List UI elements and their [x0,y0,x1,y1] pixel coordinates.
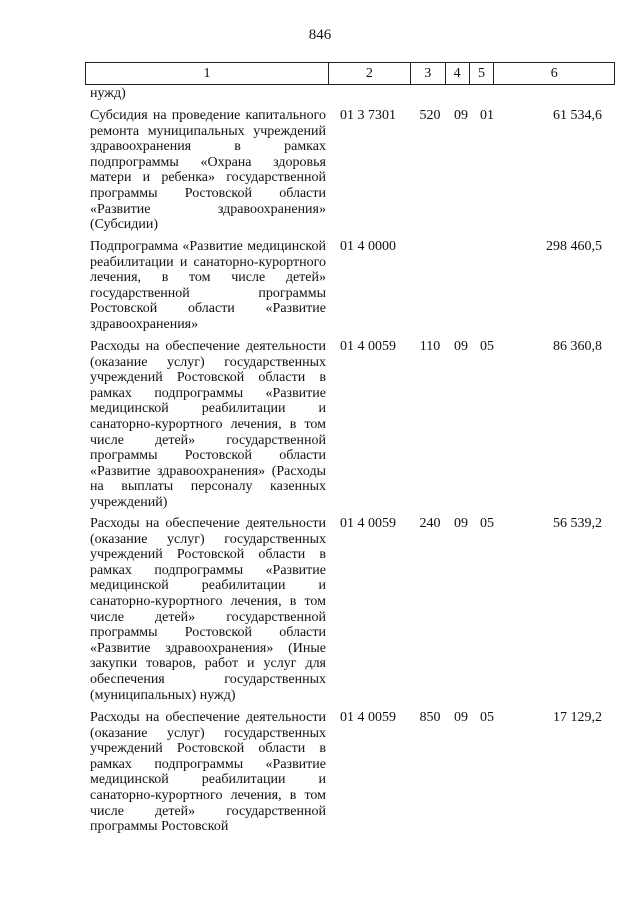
row-code: 01 3 7301 [340,108,396,123]
row-pr: 05 [480,339,494,354]
row-name: Субсидия на проведение капитального ремонта муниципальных учреждений здравоохранения в рамках подпрограммы «Охрана здоровья матери и ребенка» государственной программы Ростовской области «Развитие здравоохранения» (Субсидии) [90,108,326,233]
row-sum: 61 534,6 [553,108,602,123]
row-pr: 01 [480,108,494,123]
header-col-6: 6 [550,65,558,81]
table-header [85,62,615,85]
row-vr: 850 [419,710,441,725]
header-col-4: 4 [446,63,470,84]
row-code: 01 4 0059 [340,339,396,354]
row-code: 01 4 0059 [340,516,396,531]
row-rz: 09 [454,339,468,354]
row-code: 01 4 0000 [340,239,396,254]
row-sum: 17 129,2 [553,710,602,725]
row-code: 01 4 0059 [340,710,396,725]
row-sum: 86 360,8 [553,339,602,354]
row-pr: 05 [480,516,494,531]
header-col-1: 1 [86,63,329,84]
header-col-5: 5 [470,63,495,84]
page-number: 846 [308,27,332,43]
row-name: Расходы на обеспечение деятельности (оказание услуг) государственных учреждений Ростовской области в рамках подпрограммы «Развитие медицинской реабилитации и санаторно-курортного лечения, в том числе детей» государственной программы Ростовской области «Развитие здравоохранения» (Иные закупки товаров, работ и услуг для обеспечения государственных (муниципальных) нужд) [90,516,326,703]
header-col-3: 3 [411,63,446,84]
continuation-text: нужд) [90,86,126,101]
row-vr: 520 [419,108,441,123]
header-col-2: 2 [329,63,411,84]
row-name: Расходы на обеспечение деятельности (оказание услуг) государственных учреждений Ростовской области в рамках подпрограммы «Развитие медицинской реабилитации и санаторно-курортного лечения, в том числе детей» государственной программы Ростовской области «Развитие здравоохранения» (Расходы на выплаты персоналу казенных учреждений) [90,339,326,510]
row-vr: 110 [419,339,441,354]
row-pr: 05 [480,710,494,725]
row-vr: 240 [419,516,441,531]
row-name: Подпрограмма «Развитие медицинской реабилитации и санаторно-курортного лечения, в том числе детей» государственной программы Ростовской области «Развитие здравоохранения» [90,239,326,332]
row-rz: 09 [454,108,468,123]
row-rz: 09 [454,516,468,531]
row-sum: 298 460,5 [546,239,602,254]
row-name: Расходы на обеспечение деятельности (оказание услуг) государственных учреждений Ростовской области в рамках подпрограммы «Развитие медицинской реабилитации и санаторно-курортного лечения, в том числе детей» государственной программы Ростовской [90,710,326,835]
row-rz: 09 [454,710,468,725]
row-sum: 56 539,2 [553,516,602,531]
